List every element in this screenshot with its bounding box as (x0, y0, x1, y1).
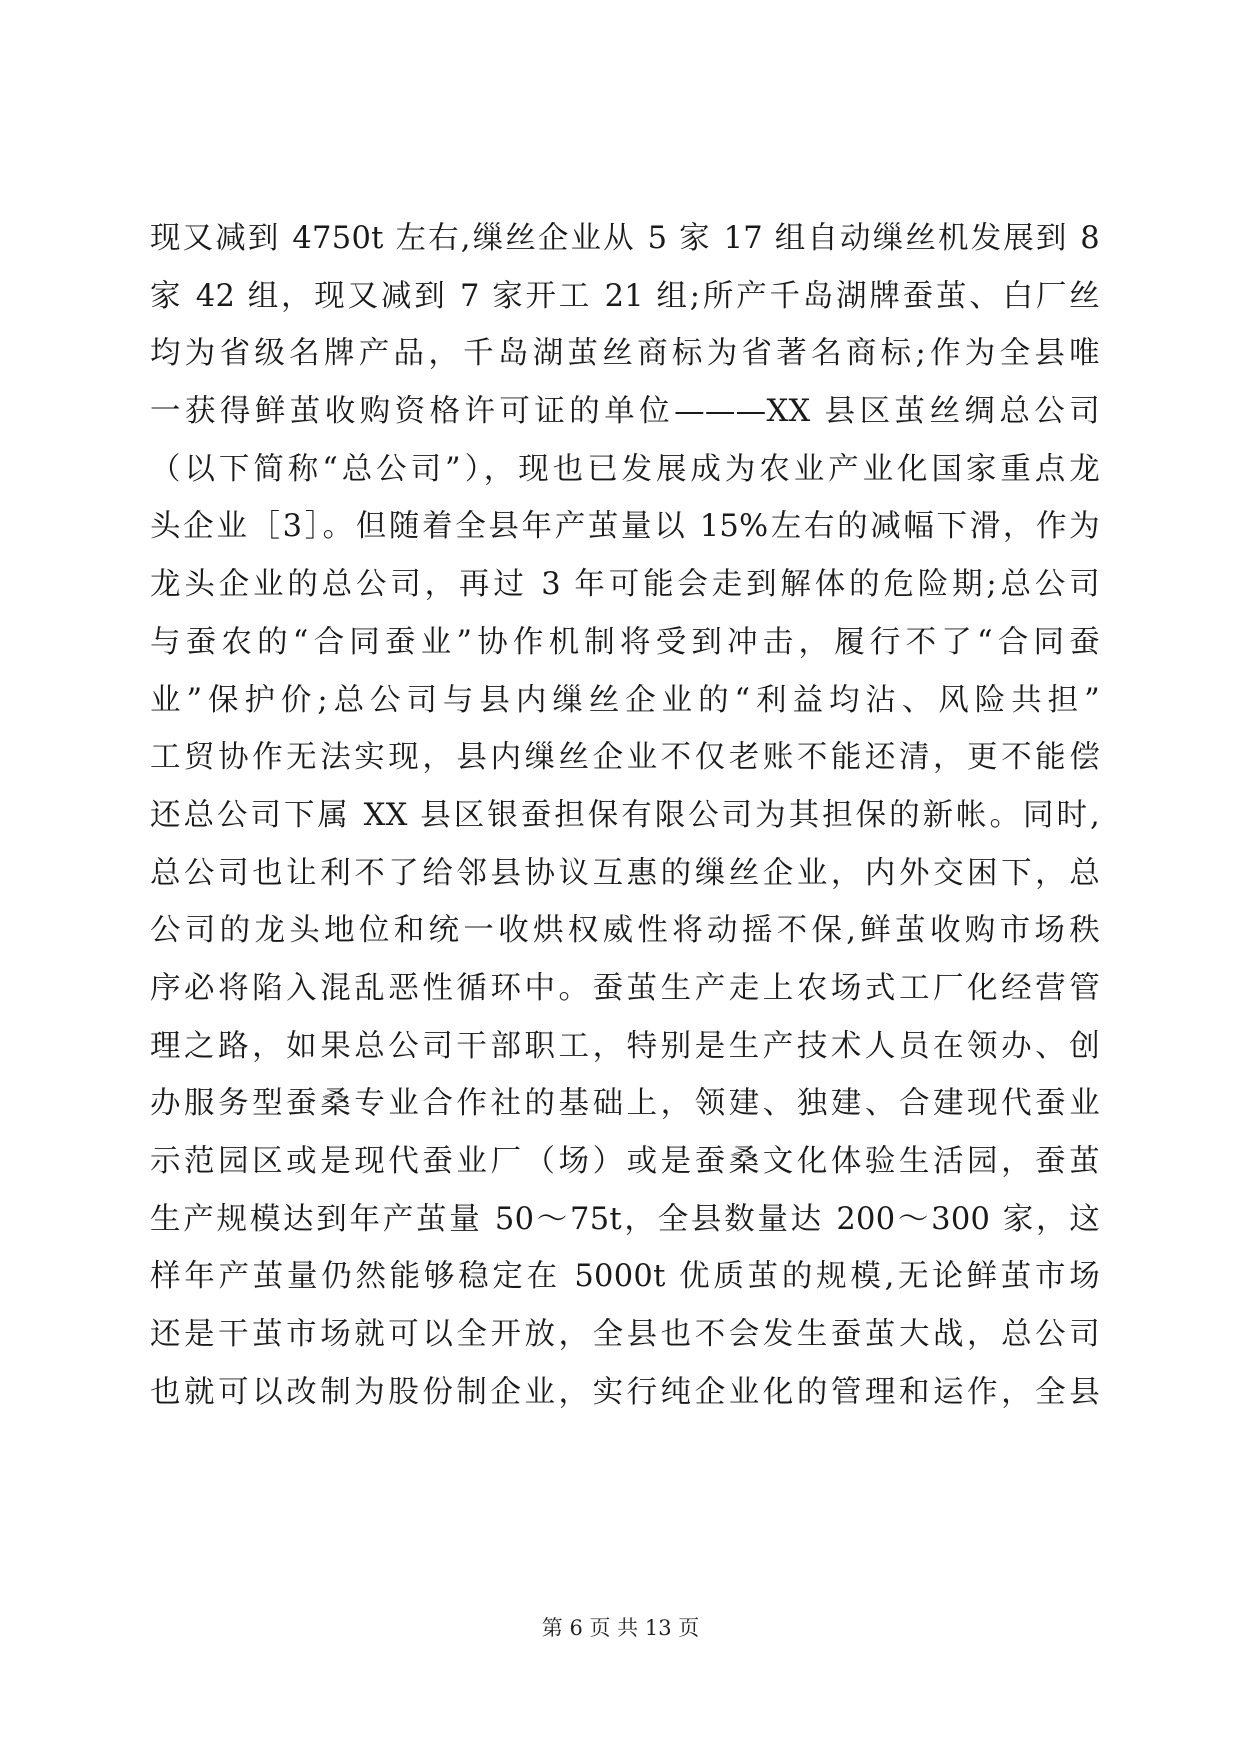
text-line: 头企业［3］。但随着全县年产茧量以 15%左右的减幅下滑，作为 (150, 509, 1100, 545)
text-line: 公司的龙头地位和统一收烘权威性将动摇不保,鲜茧收购市场秩 (150, 913, 1100, 949)
text-line: 业”保护价;总公司与县内缫丝企业的“利益均沾、风险共担” (150, 682, 1100, 718)
text-line: 与蚕农的“合同蚕业”协作机制将受到冲击，履行不了“合同蚕 (150, 624, 1100, 660)
text-line: 现又减到 4750t 左右,缫丝企业从 5 家 17 组自动缫丝机发展到 8 (150, 221, 1100, 256)
text-line: 办服务型蚕桑专业合作社的基础上，领建、独建、合建现代蚕业 (150, 1086, 1100, 1122)
text-line: （以下简称“总公司”），现也已发展成为农业产业化国家重点龙 (150, 451, 1100, 487)
text-line: 示范园区或是现代蚕业厂（场）或是蚕桑文化体验生活园，蚕茧 (150, 1144, 1100, 1179)
text-line: 样年产茧量仍然能够稳定在 5000t 优质茧的规模,无论鲜茧市场 (150, 1259, 1100, 1295)
text-line: 总公司也让利不了给邻县协议互惠的缫丝企业，内外交困下，总 (150, 855, 1100, 891)
page-number-footer: 第 6 页 共 13 页 (541, 1616, 700, 1640)
body-text (150, 210, 1100, 1421)
text-line: 家 42 组，现又减到 7 家开工 21 组;所产千岛湖牌蚕茧、白厂丝 (150, 278, 1100, 314)
text-line: 还是干茧市场就可以全开放，全县也不会发生蚕茧大战，总公司 (150, 1317, 1100, 1353)
text-line: 均为省级名牌产品，千岛湖茧丝商标为省著名商标;作为全县唯 (150, 336, 1100, 372)
text-line: 龙头企业的总公司，再过 3 年可能会走到解体的危险期;总公司 (150, 567, 1100, 603)
text-line: 理之路，如果总公司干部职工，特别是生产技术人员在领办、创 (150, 1028, 1100, 1064)
text-line: 一获得鲜茧收购资格许可证的单位———XX 县区茧丝绸总公司 (150, 394, 1100, 430)
text-line: 序必将陷入混乱恶性循环中。蚕茧生产走上农场式工厂化经营管 (150, 970, 1100, 1006)
text-line: 还总公司下属 XX 县区银蚕担保有限公司为其担保的新帐。同时, (150, 797, 1100, 833)
text-line: 工贸协作无法实现，县内缫丝企业不仅老账不能还清，更不能偿 (150, 740, 1100, 776)
text-line: 生产规模达到年产茧量 50～75t，全县数量达 200～300 家，这 (150, 1201, 1100, 1237)
text-line: 也就可以改制为股份制企业，实行纯企业化的管理和运作，全县 (150, 1374, 1100, 1410)
